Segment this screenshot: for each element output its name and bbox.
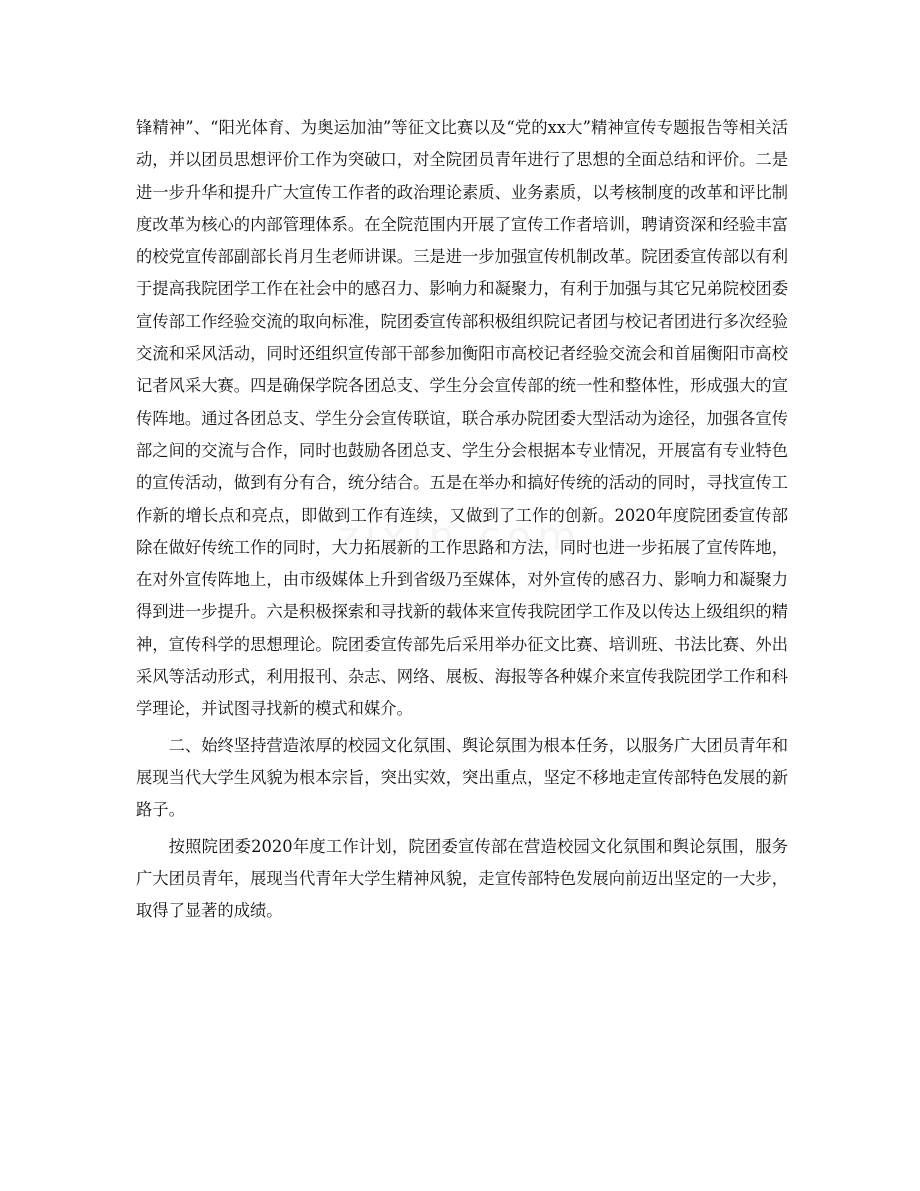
- paragraph-section-two: 二、始终坚持营造浓厚的校园文化氛围、舆论氛围为根本任务，以服务广大团员青年和展现当代大学生风貌为根本宗旨，突出实效，突出重点，坚定不移地走宣传部特色发展的新路子。: [136, 735, 788, 820]
- paragraph-continued: 锋精神”、“阳光体育、为奥运加油”等征文比赛以及“党的xx大”精神宣传专题报告等相关活动，并以团员思想评价工作为突破口，对全院团员青年进行了思想的全面总结和评价。二是进一步升华和提升广大宣传工作者的政治理论素质、业务素质，以考核制度的改革和评比制度改革为核心的内部管理体系。在全院范围内开展了宣传工作者培训，聘请资深和经验丰富的校党宣传部副部长肖月生老师讲课。三是进一步加强宣传机制改革。院团委宣传部以有利于提高我院团学工作在社会中的感召力、影响力和凝聚力，有利于加强与其它兄弟院校团委宣传部工作经验交流的取向标准，院团委宣传部积极组织院记者团与校记者团进行多次经验交流和采风活动，同时还组织宣传部干部参加衡阳市高校记者经验交流会和首届衡阳市高校记者风采大赛。四是确保学院各团总支、学生分会宣传部的统一性和整体性，形成强大的宣传阵地。通过各团总支、学生分会宣传联谊，联合承办院团委大型活动为途径，加强各宣传部之间的交流与合作，同时也鼓励各团总支、学生分会根据本专业情况，开展富有专业特色的宣传活动，做到有分有合，统分结合。五是在举办和搞好传统的活动的同时，寻找宣传工作新的增长点和亮点，即做到工作有连续，又做到了工作的创新。2020年度院团委宣传部除在做好传统工作的同时，大力拓展新的工作思路和方法，同时也进一步拓展了宣传阵地，在对外宣传阵地上，由市级媒体上升到省级乃至媒体，对外宣传的感召力、影响力和凝聚力得到进一步提升。六是积极探索和寻找新的载体来宣传我院团学工作及以传达上级组织的精神，宣传科学的思想理论。院团委宣传部先后采用举办征文比赛、培训班、书法比赛、外出采风等活动形式，利用报刊、杂志、网络、展板、海报等各种媒介来宣传我院团学工作和科学理论，并试图寻找新的模式和媒介。: [136, 118, 788, 719]
- paragraph-work-plan: 按照院团委2020年度工作计划，院团委宣传部在营造校园文化氛围和舆论氛围，服务广大团员青年，展现当代青年大学生精神风貌，走宣传部特色发展向前迈出坚定的一大步，取得了显著的成绩。: [136, 836, 788, 921]
- document-body: [136, 112, 788, 927]
